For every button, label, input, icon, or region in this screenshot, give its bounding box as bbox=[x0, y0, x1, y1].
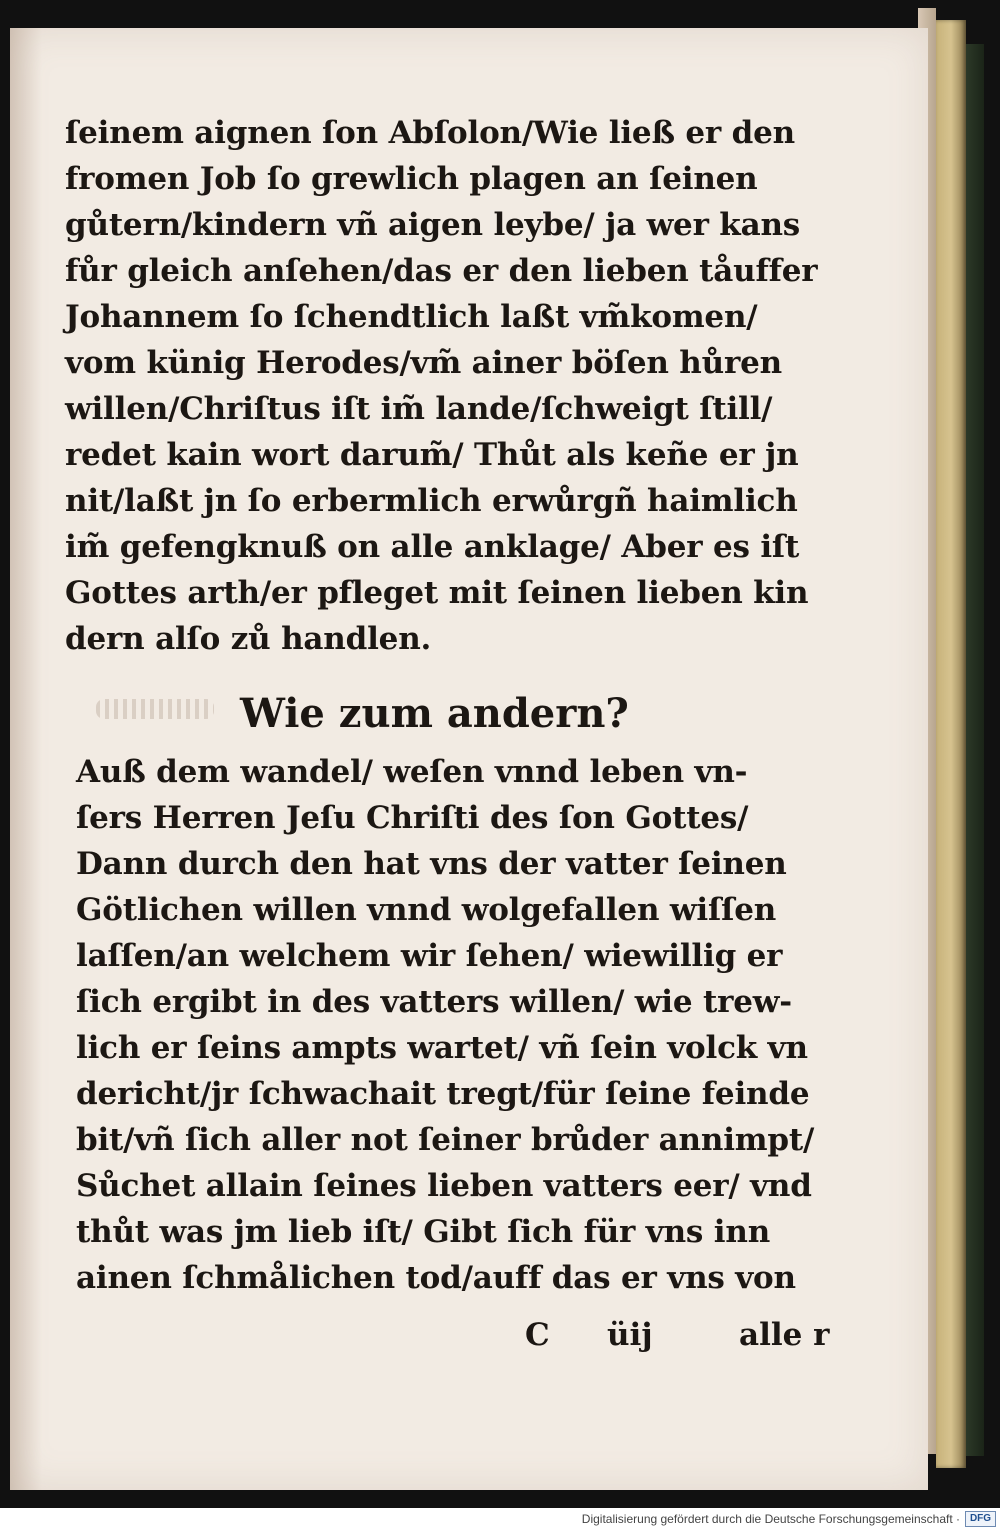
text-line: ſers Herren Jeſu Chriſti des ſon Gottes/ bbox=[76, 800, 749, 836]
bottom-text-block bbox=[76, 749, 836, 1301]
text-line: Sůchet allain ſeines lieben vatters eer/ vnd bbox=[76, 1168, 812, 1204]
catchword: alle r bbox=[739, 1317, 830, 1353]
dfg-logo: DFG bbox=[965, 1511, 996, 1527]
page-shadow bbox=[10, 28, 42, 1490]
text-line: fromen Job ſo grewlich plagen an ſeinen bbox=[65, 161, 758, 197]
text-line: bit/vñ ſich aller not ſeiner brůder annimpt/ bbox=[76, 1122, 815, 1158]
signature-number: üij bbox=[607, 1317, 653, 1353]
footer-credit-text: Digitalisierung gefördert durch die Deutsche Forschungsgemeinschaft · bbox=[581, 1512, 960, 1526]
top-text-block bbox=[65, 110, 825, 662]
text-line: im̃ gefengknuß on alle anklage/ Aber es iſt bbox=[65, 529, 800, 565]
book-page bbox=[10, 28, 928, 1490]
text-line: Götlichen willen vnnd wolgefallen wiſſen bbox=[76, 892, 777, 928]
book-spine-strip bbox=[966, 44, 984, 1456]
text-line: laſſen/an welchem wir ſehen/ wiewillig er bbox=[76, 938, 783, 974]
digitization-footer bbox=[0, 1508, 1000, 1530]
text-line: willen/Chriſtus iſt im̃ lande/ſchweigt ſtill/ bbox=[65, 391, 773, 427]
signature-mark: C bbox=[525, 1317, 550, 1353]
text-line: fůr gleich anſehen/das er den lieben tåuffer bbox=[65, 253, 818, 289]
page-footer-signature bbox=[525, 1312, 855, 1358]
book-binding-edge bbox=[936, 20, 966, 1468]
text-line: ſich ergibt in des vatters willen/ wie trew- bbox=[76, 984, 792, 1020]
text-line: lich er ſeins ampts wartet/ vñ ſein volck vn bbox=[76, 1030, 808, 1066]
text-line: nit/laßt jn ſo erbermlich erwůrgñ haimlich bbox=[65, 483, 798, 519]
text-line: thůt was jm lieb iſt/ Gibt ſich für vns inn bbox=[76, 1214, 771, 1250]
text-line: Gottes arth/er pfleget mit ſeinen lieben kin bbox=[65, 575, 809, 611]
text-line: redet kain wort darum̃/ Thůt als keñe er jn bbox=[65, 437, 799, 473]
section-heading: Wie zum andern? bbox=[240, 690, 629, 737]
text-line: vom künig Herodes/vm̃ ainer böſen hůren bbox=[65, 345, 782, 381]
text-line: ainen ſchmålichen tod/auff das er vns von bbox=[76, 1260, 796, 1296]
text-line: dern alſo zů handlen. bbox=[65, 621, 432, 657]
text-line: Dann durch den hat vns der vatter ſeinen bbox=[76, 846, 787, 882]
text-line: Johannem ſo ſchendtlich laßt vm̃komen/ bbox=[65, 299, 758, 335]
faint-ink-mark bbox=[96, 699, 214, 719]
text-line: gůtern/kindern vñ aigen leybe/ ja wer kans bbox=[65, 207, 801, 243]
text-line: ſeinem aignen ſon Abſolon/Wie ließ er den bbox=[65, 115, 795, 151]
text-line: dericht/jr ſchwachait tregt/für ſeine feinde bbox=[76, 1076, 810, 1112]
text-line: Auß dem wandel/ weſen vnnd leben vn- bbox=[76, 754, 748, 790]
